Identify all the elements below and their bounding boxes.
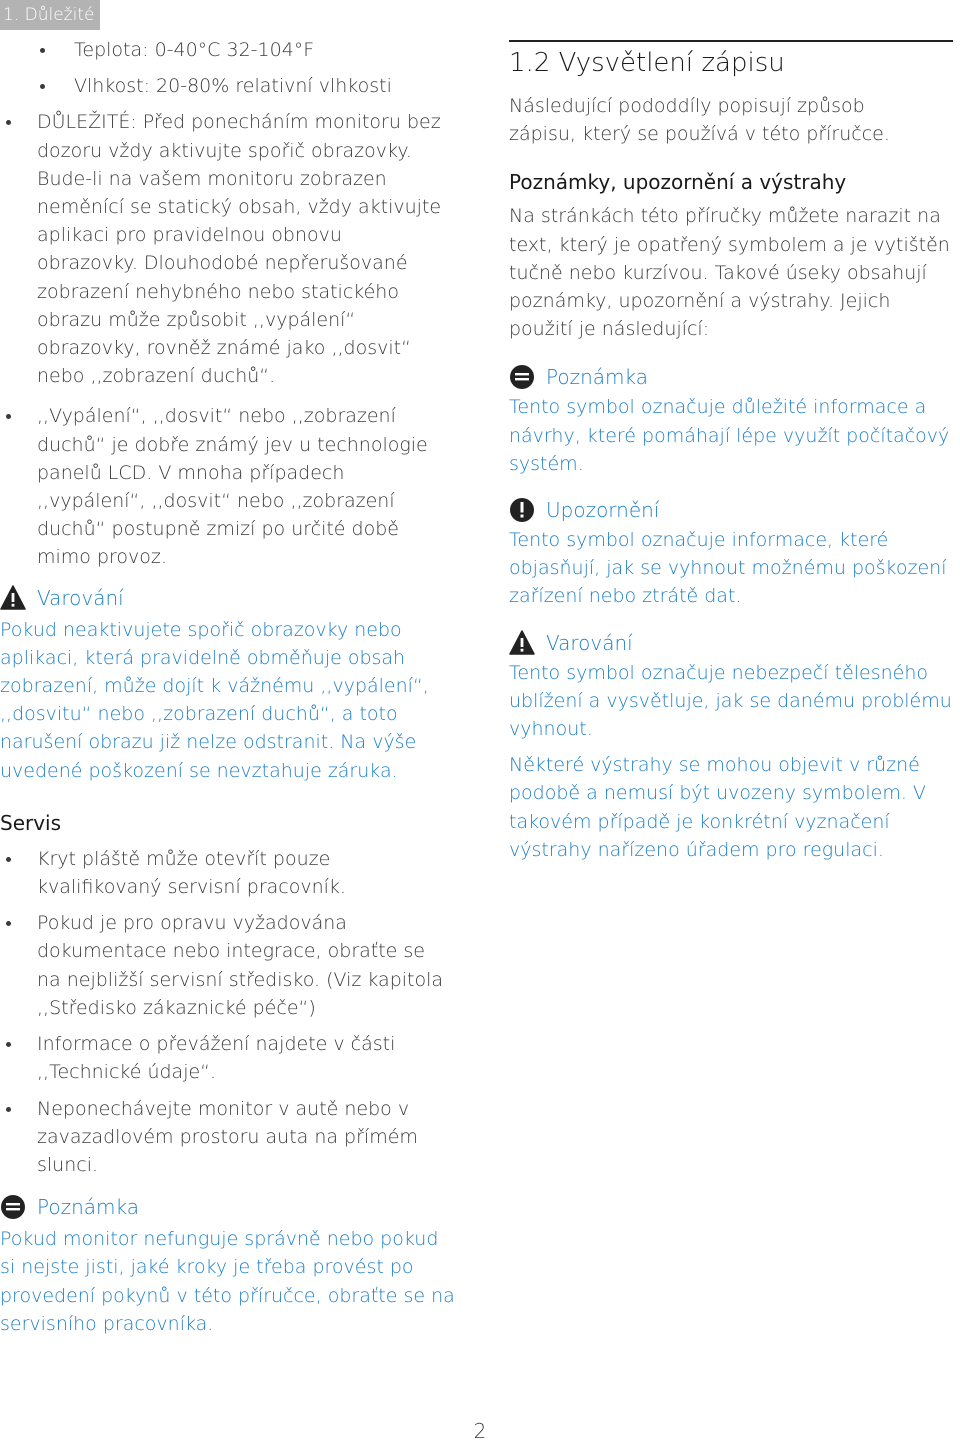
caution-heading (509, 496, 954, 524)
list-item: Kryt pláště může otevřít pouze kvalifikovaný servisní pracovník. (0, 845, 455, 901)
conventions-heading: Poznámky, upozornění a výstrahy (509, 170, 847, 195)
list-item: Pokud je pro opravu vyžadována dokumentace nebo integrace, obraťte se na nejbližší servisní středisko. (Viz kapitola ,,Středisko zákaznické péče“) (0, 909, 455, 1022)
note-icon (509, 364, 535, 390)
right-column (509, 40, 954, 864)
note-heading (509, 363, 954, 391)
list-item: Teplota: 0-40°C 32-104°F (0, 36, 455, 64)
warning-title: Varování (546, 630, 633, 655)
header-tab: 1. Důležité (0, 0, 100, 30)
note-text: Tento symbol označuje důležité informace a návrhy, které pomáhají lépe využít počítačový systém. (509, 396, 950, 475)
important-list (0, 108, 455, 571)
warning-heading (0, 584, 455, 612)
list-item: Vlhkost: 20-80% relativní vlhkosti (0, 72, 455, 100)
warning-text: Pokud neaktivujete spořič obrazovky nebo aplikaci, která pravidelně obměňuje obsah zobrazení, může dojít k vážnému ,,vypálení“, ,,dosvitu“ nebo ,,zobrazení duchů“, a toto narušení obrazu již nelze odstranit. Na výše uvedené poškození se nevztahuje záruka. (0, 618, 429, 782)
left-column (0, 36, 455, 1338)
note-icon (0, 1194, 26, 1220)
warning-title: Varování (37, 585, 124, 610)
caution-title: Upozornění (546, 498, 660, 523)
list-item: Neponechávejte monitor v autě nebo v zavazadlovém prostoru auta na přímém slunci. (0, 1095, 455, 1180)
list-item: Informace o převážení najdete v části ,,Technické údaje“. (0, 1030, 455, 1086)
service-heading: Servis (0, 810, 62, 835)
intro-text: Následující pododdíly popisují způsob zápisu, který se používá v této příručce. (509, 95, 890, 146)
page-number: 2 (473, 1419, 487, 1443)
conventions-text: Na stránkách této příručky můžete narazit na text, který je opatřený symbolem a je vytištěn tučně nebo kurzívou. Takové úseky obsahují poznámky, upozornění a výstrahy. Jejich použití je následující: (509, 205, 950, 341)
note-title: Poznámka (37, 1195, 139, 1220)
section-title: 1.2 Vysvětlení zápisu (509, 48, 785, 78)
caution-text: Tento symbol označuje informace, které objasňují, jak se vyhnout možnému poškození zařízení nebo ztrátě dat. (509, 529, 947, 608)
warning-triangle-icon (0, 585, 26, 611)
warning-triangle-icon (509, 630, 535, 656)
note-text: Pokud monitor nefunguje správně nebo pokud si nejste jisti, jaké kroky je třeba provést po provedení pokynů v této příručce, obraťte se na servisního pracovníka. (0, 1228, 455, 1335)
warning-heading (509, 629, 954, 657)
service-list (0, 845, 455, 1179)
note-title: Poznámka (546, 365, 648, 390)
list-item: DŮLEŽITÉ: Před ponecháním monitoru bez dozoru vždy aktivujte spořič obrazovky. Bude-li na vašem monitoru zobrazen neměnící se statický obsah, vždy aktivujte aplikaci pro pravidelnou obnovu obrazovky. Dlouhodobé nepřerušované zobrazení nehybného nebo statického obrazu může způsobit ,,vypálení“ obrazovky, rovněž známé jako ,,dosvit“ nebo ,,zobrazení duchů“. (0, 108, 455, 390)
closing-text: Některé výstrahy se mohou objevit v různé podobě a nemusí být uvozeny symbolem. V takovém případě je konkrétní vyznačení výstrahy nařízeno úřadem pro regulaci. (509, 754, 926, 861)
exclamation-icon (509, 497, 535, 523)
note-heading (0, 1193, 455, 1221)
environment-list (0, 36, 455, 100)
list-item: ,,Vypálení“, ,,dosvit“ nebo ,,zobrazení duchů“ je dobře známý jev u technologie panelů LCD. V mnoha případech ,,vypálení“, ,,dosvit“ nebo ,,zobrazení duchů“ postupně zmizí po určité době mimo provoz. (0, 402, 455, 571)
warning-text: Tento symbol označuje nebezpečí tělesného ublížení a vysvětluje, jak se danému problému vyhnout. (509, 661, 952, 741)
section-rule (509, 40, 953, 42)
